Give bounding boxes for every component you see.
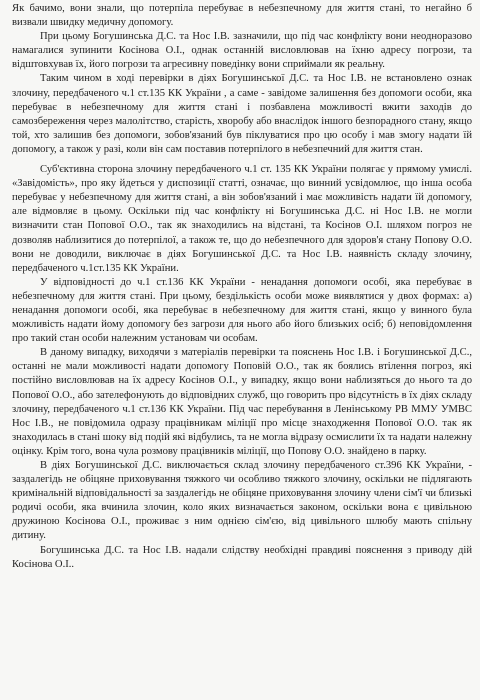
paragraph-4: Суб'єктивна сторона злочину передбаченого ч.1 ст. 135 КК України полягає у прямому умислі. «Завідомість», про яку йдеться у диспозиції статті, означає, що винний усвідомлює, що інша особа перебуває у небезпечному для життя стані, а він зобов'язаний і має можливість надати їй допомогу, але відмовляє в цьому. Оскільки під час конфлікту ні Богушинська Д.С. ні Нос І.В. не могли визначити стан Попової О.О., так як знаходились на відстані, та Косінов О.І. шляхом погроз не дозволяв наблизитися до потерпілої, а також те, що до небезпечного для здоров'я стану Попову О.О. вони не доводили, виключає в діях Богушинської Д.С. та Нос І.В. наявність складу злочину, передбаченого ч.1ст.135 КК України. — [12, 164, 472, 274]
paragraph-3: Таким чином в ході перевірки в діях Богушинської Д.С. та Нос І.В. не встановлено ознак злочину, передбаченого ч.1 ст.135 КК України , а саме - завідоме залишення без допомоги особи, яка перебуває в небезпечному для життя стані і позбавлена можливості вжити заходів до самозбереження через малолітство, старість, хворобу або внаслідок іншого безпорадного стану, якщо той, хто залишив без допомоги, зобов'язаний був піклуватися про цю особу і мав змогу надати їй допомогу, а також у разі, коли він сам поставив потерпілого в небезпечний для життя стан. — [12, 73, 472, 155]
paragraph-8: Богушинська Д.С. та Нос І.В. надали слідству необхідні правдиві пояснення з приводу дій Косінова О.І.. — [12, 544, 472, 570]
paragraph-6: В даному випадку, виходячи з матеріалів перевірки та пояснень Нос І.В. і Богушинської Д.С., останні не мали можливості надати допомогу Поповій О.О., так як боялись втілення погроз, які постійно висловлював на їх адресу Косінов О.І., у випадку, якщо вони наблизяться до нього та до Попової О.О., або зателефонують до відповідних служб, що говорить про відсутність в їх діях складу злочину, передбаченого ч.1 ст.136 КК України. Під час перебування в Ленінському РВ ММУ УМВС Нос І.В., не повідомила одразу працівникам міліції про місце знаходження Попової О.О. так як знаходилась в стані шоку від подій які відбулись, та не могла відразу осмислити їх та надати належну оцінку. Крім того, вона чула розмову працівників міліції, що Попову О.О. знайдено в парку. — [12, 347, 472, 457]
paragraph-2: При цьому Богушинська Д.С. та Нос І.В. зазначили, що під час конфлікту вони неодноразово намагалися зупинити Косінова О.І., однак останній висловлював на їхню адресу погрози, та відштовхував їх, його погрози та агресивну поведінку вони сприймали як реальну. — [12, 31, 472, 71]
paragraph-1: Як бачимо, вони знали, що потерпіла перебуває в небезпечному для життя стані, то негайно б визвали швидку медичну допомогу. — [12, 3, 472, 29]
paragraph-7: В діях Богушинської Д.С. виключається склад злочину передбаченого ст.396 КК України, - заздалегідь не обіцяне приховування тяжкого чи особливо тяжкого злочину, оскільки не підлягають кримінальній відповідальності за заздалегідь не обіцяне приховування злочину члени сім'ї чи близькі родичі особи, яка вчинила злочин, коло яких визначається законом, оскільки вона є цивільною дружиною Косінова О.І., проживає з ним однією сім'єю, від цивільного шлюбу мають спільну дитину. — [12, 460, 472, 542]
paragraph-5: У відповідності до ч.1 ст.136 КК України - ненадання допомоги особі, яка перебуває в небезпечному для життя стані. При цьому, бездількість особи може виявлятися у двох формах: а) ненадання допомоги особі, яка перебуває в небезпечному для життя стані, якщо у винного була можливість надати йому допомогу без загрози для нього або його близьких осіб; б) неповідомлення про такий стан особи належним установам чи особам. — [12, 276, 472, 345]
